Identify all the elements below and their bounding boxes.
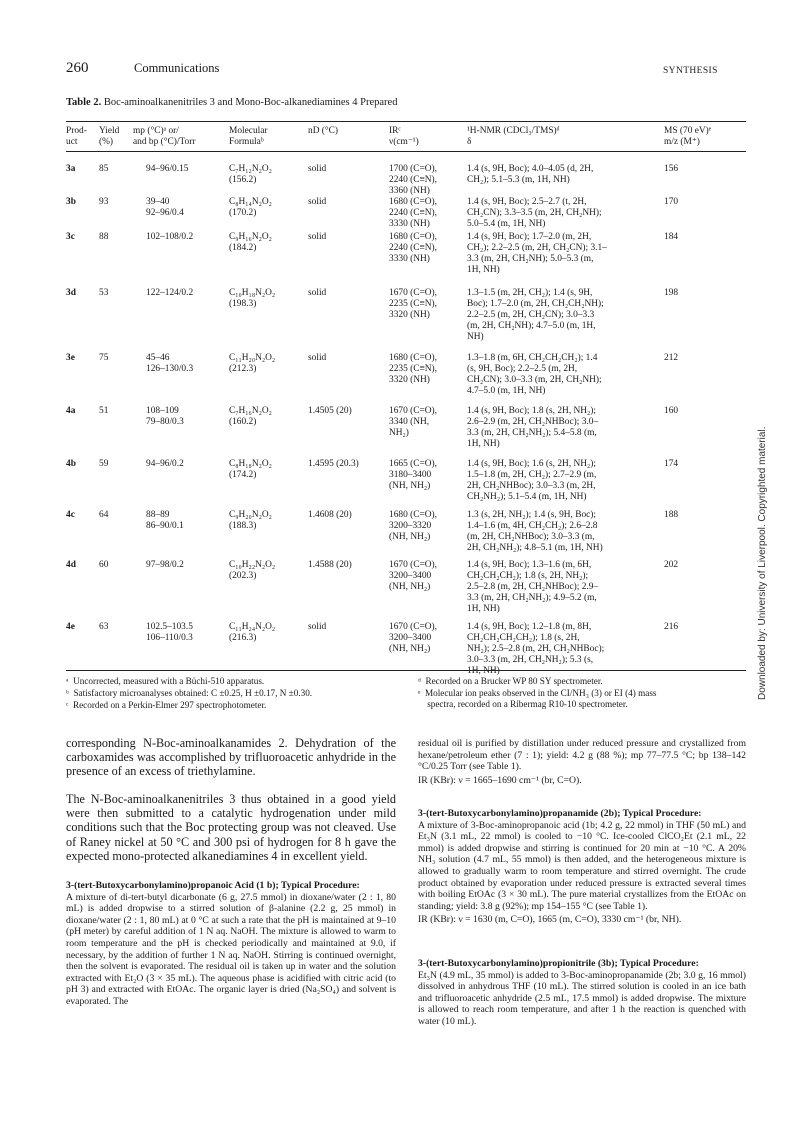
row-3e-formula: C₁₁H₂₀N₂O₂ (212.3) — [229, 353, 276, 375]
row-3e-ms: 212 — [664, 353, 679, 363]
row-4a-mp: 108–109 79–80/0.3 — [146, 406, 184, 428]
column2-para-1 — [418, 738, 746, 786]
row-4c-id: 4c — [66, 510, 75, 520]
row-4d-formula: C₁₀H₂₂N₂O₂ (202.3) — [229, 560, 276, 582]
procedure-1b-text: A mixture of di-tert-butyl dicarbonate (6 g, 27.5 mmol) in dioxane/water (2 : 1, 80 mL) is added dropwise to a stirred solution of β-alanine (2.2 g, 25 mmol) in dioxane/water (2 : 1, 80 mL) at 0 °C at such a rate that the pH is maintained at 9–10 (pH meter) by careful addition of 1 N aq. NaOH. The mixture is allowed to warm to room temperature and the pH is checked periodically and maintained at 9.0, if necessary, by the addition of further 1 N aq. NaOH. Stirring is continued overnight, then the solvent is evaporated. The residual oil is taken up in water and the solution extracted with Et₂O (3 × 35 mL). The aqueous phase is acidified with citric acid (to pH 3) and extracted with EtOAc. The organic layer is dried (Na₂SO₄) and solvent is evaporated. The — [66, 891, 396, 1007]
row-3e-nd: solid — [308, 353, 327, 363]
row-3e-mp: 45–46 126–130/0.3 — [146, 353, 194, 375]
row-3b-nmr: 1.4 (s, 9H, Boc); 2.5–2.7 (t, 2H, CH₂CN); 3.3–3.5 (m, 2H, CH₂NH); 5.0–5.4 (m, 1H, NH) — [467, 197, 602, 230]
row-3b-yield: 93 — [99, 197, 109, 207]
row-4d-ms: 202 — [664, 560, 679, 570]
row-3a-nmr: 1.4 (s, 9H, Boc); 4.0–4.05 (d, 2H, CH₂); 5.1–5.3 (m, 1H, NH) — [467, 164, 594, 186]
procedure-2b-ir: IR (KBr): ν = 1630 (m, C=O), 1665 (m, C=O), 3330 cm⁻¹ (br, NH). — [418, 914, 682, 926]
header-mp: mp (°C)ᵃ or/ and bp (°C)/Torr — [133, 126, 196, 147]
footnote-e: ᵉ Molecular ion peaks observed in the CI/NH₃ (3) or EI (4) mass spectra, recorded on a Ribermag R10-10 spectrometer. — [418, 688, 657, 709]
row-4b-nmr: 1.4 (s, 9H, Boc); 1.6 (s, 2H, NH₂); 1.5–1.8 (m, 2H, CH₂); 2.7–2.9 (m, 2H, CH₂NHBoc); 3.0–3.3 (m, 2H, CH₂NH₂); 5.1–5.4 (m, 1H, NH) — [467, 459, 597, 503]
procedure-3b-text: Et₃N (4.9 mL, 35 mmol) is added to 3-Boc-aminopropanamide (2b; 3.0 g, 16 mmol) dissolved in anhydrous THF (10 mL). The stirred solution is cooled in an ice bath and trifluoroacetic anhydride (2.5 mL, 17.5 mmol) is added dropwise. The mixture is allowed to reach room temperature, and after 1 h the reaction is quenched with water (10 mL). — [418, 969, 746, 1027]
row-3a-mp: 94–96/0.15 — [146, 164, 189, 174]
row-4b-ms: 174 — [664, 459, 679, 469]
row-4b-yield: 59 — [99, 459, 109, 469]
body-paragraph-1: corresponding N-Boc-aminoalkanamides 2. Dehydration of the carboxamides was accomplished by trifluoroacetic anhydride in the presence of an excess of triethylamine. — [66, 736, 396, 779]
row-3d-id: 3d — [66, 288, 76, 298]
row-3d-mp: 122–124/0.2 — [146, 288, 194, 298]
row-3c-ir: 1680 (C=O), 2240 (C≡N), 3330 (NH) — [389, 232, 437, 265]
row-3c-mp: 102–108/0.2 — [146, 232, 194, 242]
row-3d-ir: 1670 (C=O), 2235 (C≡N), 3320 (NH) — [389, 288, 437, 321]
header-ms: MS (70 eV)ᵉ m/z (M⁺) — [664, 126, 712, 147]
row-3b-mp: 39–40 92–96/0.4 — [146, 197, 184, 219]
row-4d-yield: 60 — [99, 560, 109, 570]
row-4b-formula: C₈H₁₈N₂O₂ (174.2) — [229, 459, 272, 481]
row-3a-formula: C₇H₁₂N₂O₂ (156.2) — [229, 164, 272, 186]
download-notice: Downloaded by: University of Liverpool. Copyrighted material. — [757, 426, 768, 700]
row-4b-id: 4b — [66, 459, 76, 469]
row-4e-nd: solid — [308, 622, 327, 632]
journal-name: SYNTHESIS — [663, 66, 718, 76]
table-header-rule — [66, 151, 746, 152]
row-4c-yield: 64 — [99, 510, 109, 520]
table-bottom-rule — [66, 670, 746, 671]
body-paragraph-2: The N-Boc-aminoalkanenitriles 3 thus obtained in a good yield were then submitted to a catalytic hydrogenation under mild conditions such that the Boc protecting group was not cleaved. Use of Raney nickel at 50 °C and 300 psi of hydrogen for 8 h gave the expected mono-protected alkanediamines 4 in excellent yield. — [66, 792, 396, 863]
row-4b-nd: 1.4595 (20.3) — [308, 459, 359, 469]
row-4d-mp: 97–98/0.2 — [146, 560, 184, 570]
row-4c-nd: 1.4608 (20) — [308, 510, 352, 520]
row-3a-yield: 85 — [99, 164, 109, 174]
row-4a-nd: 1.4505 (20) — [308, 406, 352, 416]
row-3e-yield: 75 — [99, 353, 109, 363]
footnote-d: ᵈ Recorded on a Brucker WP 80 SY spectrometer. — [418, 676, 603, 686]
row-4c-mp: 88–89 86–90/0.1 — [146, 510, 184, 532]
row-3d-nd: solid — [308, 288, 327, 298]
row-3d-ms: 198 — [664, 288, 679, 298]
row-4a-id: 4a — [66, 406, 76, 416]
row-4c-ms: 188 — [664, 510, 679, 520]
procedure-2b-text: A mixture of 3-Boc-aminopropanoic acid (1b; 4.2 g, 22 mmol) in THF (50 mL) and Et₃N (3.1 mL, 22 mmol) is cooled to −10 °C. Ice-cooled ClCO₂Et (2.1 mL, 22 mmol) is added dropwise and stirring is continued for 20 min at −10 °C. A 20% NH₃ solution (4.7 mL, 55 mmol) is then added, and the heterogeneous mixture is allowed to gradually warm to room temperature and stirred overnight. The crude product obtained by evaporation under reduced pressure is extracted several times with boiling EtOAc (3 × 30 mL). The pure material crystallizes from the EtOAc on standing; yield: 3.8 g (92%); mp 154–155 °C (see Table 1). — [418, 819, 746, 912]
row-3d-formula: C₁₀H₁₈N₂O₂ (198.3) — [229, 288, 276, 310]
procedure-2b-title: 3-(tert-Butoxycarbonylamino)propanamide (2b); Typical Procedure: — [418, 808, 702, 819]
row-4a-formula: C₇H₁₆N₂O₂ (160.2) — [229, 406, 272, 428]
row-3a-ir: 1700 (C=O), 2240 (C≡N), 3360 (NH) — [389, 164, 437, 197]
row-4a-nmr: 1.4 (s, 9H, Boc); 1.8 (s, 2H, NH₂); 2.6–2.9 (m, 2H, CH₂NHBoc); 3.0– 3.3 (m, 2H, CH₂NH₂); 5.4–5.8 (m, 1H, NH) — [467, 406, 599, 450]
row-3c-nd: solid — [308, 232, 327, 242]
row-3e-ir: 1680 (C=O), 2235 (C≡N), 3320 (NH) — [389, 353, 437, 386]
table-label: Table 2. — [66, 97, 102, 108]
row-4e-ir: 1670 (C=O), 3200–3400 (NH, NH₂) — [389, 622, 437, 655]
row-4a-yield: 51 — [99, 406, 109, 416]
row-4d-nd: 1.4588 (20) — [308, 560, 352, 570]
footnote-a: ᵃ Uncorrected, measured with a Büchi-510 apparatus. — [66, 676, 265, 686]
header-product: Prod- uct — [66, 126, 87, 147]
procedure-3b-title: 3-(tert-Butoxycarbonylamino)propionitrile (3b); Typical Procedure: — [418, 958, 699, 969]
footnote-b: ᵇ Satisfactory microanalyses obtained: C ±0.25, H ±0.17, N ±0.30. — [66, 688, 313, 698]
row-4c-ir: 1680 (C=O), 3200–3320 (NH, NH₂) — [389, 510, 437, 543]
row-4e-id: 4e — [66, 622, 75, 632]
row-4e-yield: 63 — [99, 622, 109, 632]
row-3e-id: 3e — [66, 353, 75, 363]
row-3b-formula: C₈H₁₄N₂O₂ (170.2) — [229, 197, 272, 219]
table-title — [66, 97, 397, 108]
row-4b-ir: 1665 (C=O), 3180–3400 (NH, NH₂) — [389, 459, 437, 492]
row-3d-nmr: 1.3–1.5 (m, 2H, CH₂); 1.4 (s, 9H, Boc); 1.7–2.0 (m, 2H, CH₂CH₂NH); 2.2–2.5 (m, 2H, CH₂CN); 3.0–3.3 (m, 2H, CH₂NH); 4.7–5.0 (m, 1H, NH) — [467, 288, 604, 343]
procedure-1b-title: 3-(tert-Butoxycarbonylamino)propanoic Acid (1 b); Typical Procedure: — [66, 880, 360, 891]
row-4a-ir: 1670 (C=O), 3340 (NH, NH₂) — [389, 406, 437, 439]
row-4e-ms: 216 — [664, 622, 679, 632]
row-4d-id: 4d — [66, 560, 76, 570]
header-ir: IRᶜ ν(cm⁻¹) — [389, 126, 419, 147]
row-4d-nmr: 1.4 (s, 9H, Boc); 1.3–1.6 (m, 6H, CH₂CH₂CH₂); 1.8 (s, 2H, NH₂); 2.5–2.8 (m, 2H, CH₂NHBoc); 2.9– 3.3 (m, 2H, CH₂NH₂); 4.9–5.2 (m, 1H, NH) — [467, 560, 599, 615]
row-4d-ir: 1670 (C=O), 3200–3400 (NH, NH₂) — [389, 560, 437, 593]
row-3c-yield: 88 — [99, 232, 109, 242]
header-yield: Yield (%) — [99, 126, 120, 147]
row-4e-nmr: 1.4 (s, 9H, Boc); 1.2–1.8 (m, 8H, CH₂CH₂CH₂CH₂); 1.8 (s, 2H, NH₂); 2.5–2.8 (m, 2H, CH₂NHBoc); 3.0–3.3 (m, 2H, CH₂NH₂); 5.3 (s, 1H, NH) — [467, 622, 605, 677]
row-4b-mp: 94–96/0.2 — [146, 459, 184, 469]
header-formula: Molecular Formulaᵇ — [229, 126, 268, 147]
procedure-1b — [66, 880, 396, 1008]
row-3d-yield: 53 — [99, 288, 109, 298]
row-3e-nmr: 1.3–1.8 (m, 6H, CH₂CH₂CH₂); 1.4 (s, 9H, Boc); 2.2–2.5 (m, 2H, CH₂CN); 3.0–3.3 (m, 2H, CH₂NH); 4.7–5.0 (m, 1H, NH) — [467, 353, 602, 397]
procedure-2b — [418, 808, 746, 926]
row-3b-nd: solid — [308, 197, 327, 207]
row-3b-ir: 1680 (C=O), 2240 (C≡N), 3330 (NH) — [389, 197, 437, 230]
table-caption: Boc-aminoalkanenitriles 3 and Mono-Boc-alkanediamines 4 Prepared — [101, 97, 398, 108]
row-3c-ms: 184 — [664, 232, 679, 242]
row-3b-id: 3b — [66, 197, 76, 207]
header-nd: nD (°C) — [308, 126, 339, 136]
row-3c-id: 3c — [66, 232, 75, 242]
row-4e-formula: C₁₁H₂₄N₂O₂ (216.3) — [229, 622, 276, 644]
footnote-c: ᶜ Recorded on a Perkin-Elmer 297 spectrophotometer. — [66, 700, 267, 710]
row-3b-ms: 170 — [664, 197, 679, 207]
row-3c-formula: C₉H₁₆N₂O₂ (184.2) — [229, 232, 272, 254]
procedure-3b — [418, 958, 746, 1028]
row-3a-id: 3a — [66, 164, 76, 174]
row-3a-nd: solid — [308, 164, 327, 174]
row-4e-mp: 102.5–103.5 106–110/0.3 — [146, 622, 193, 644]
section-title: Communications — [134, 61, 220, 75]
page-number: 260 — [66, 60, 89, 76]
table-top-rule — [66, 121, 746, 122]
column2-para-1-text: residual oil is purified by distillation under reduced pressure and crystallized from hexane/petroleum ether (7 : 1); yield: 4.2 g (88 %); mp 77–77.5 °C; bp 138–142 °C/0.25 Torr (see Table 1). — [418, 738, 746, 773]
row-3a-ms: 156 — [664, 164, 679, 174]
header-nmr: ¹H-NMR (CDCl₃/TMS)ᵈ δ — [467, 126, 560, 147]
row-4a-ms: 160 — [664, 406, 679, 416]
column2-para-1-ir: IR (KBr): ν = 1665–1690 cm⁻¹ (br, C=O). — [418, 774, 582, 786]
row-4c-nmr: 1.3 (s, 2H, NH₂); 1.4 (s, 9H, Boc); 1.4–1.6 (m, 4H, CH₂CH₂); 2.6–2.8 (m, 2H, CH₂NHBoc); 3.0–3.3 (m, 2H, CH₂NH₂); 4.8–5.1 (m, 1H, NH) — [467, 510, 603, 554]
row-3c-nmr: 1.4 (s, 9H, Boc); 1.7–2.0 (m, 2H, CH₂); 2.2–2.5 (m, 2H, CH₂CN); 3.1– 3.3 (m, 2H, CH₂NH); 5.0–5.3 (m, 1H, NH) — [467, 232, 607, 276]
row-4c-formula: C₉H₂₀N₂O₂ (188.3) — [229, 510, 272, 532]
